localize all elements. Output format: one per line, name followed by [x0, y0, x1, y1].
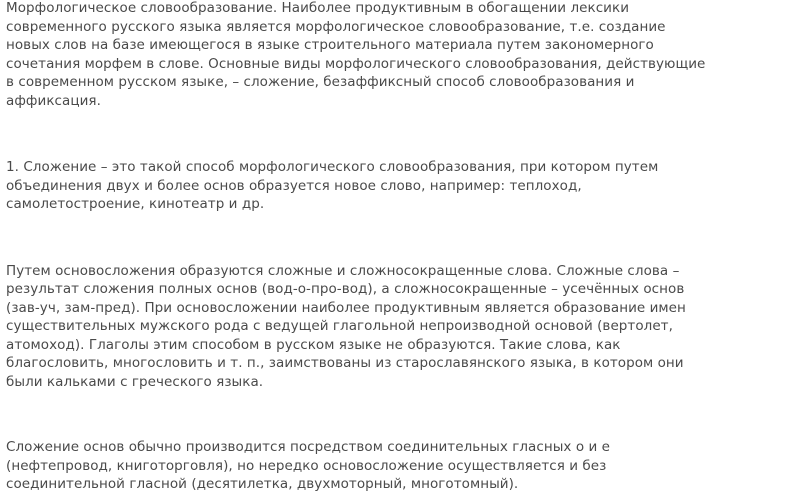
paragraph-intro: Морфологическое словообразование. Наиболее продуктивным в обогащении лексики современного русского языка является морфологическое словообразование, т.е. создание новых слов на базе имеющегося в языке строительного материала путем закономерного сочетания морфем в слове. Основные виды морфологического словообразования, действующие в современном русском языке, – сложение, безаффиксный способ словообразования и аффиксация.: [6, 0, 706, 109]
paragraph-connecting-vowels: Сложение основ обычно производится посредством соединительных гласных о и е (нефтепровод, книготорговля), но нередко основосложение осуществляется и без соединительной гласной (десятилетка, двухмоторный, многотомный).: [6, 439, 610, 492]
paragraph-compounding-definition: 1. Сложение – это такой способ морфологического словообразования, при котором путем объединения двух и более основ образуется новое слово, например: теплоход, самолетостроение, кинотеатр и др.: [6, 159, 659, 212]
document-body: [6, 0, 796, 494]
paragraph-compound-words: Путем основосложения образуются сложные и сложносокращенные слова. Сложные слова – результат сложения полных основ (вод-о-про-вод), а сложносокращенные – усечённых основ (зав-уч, зам-пред). При основосложении наиболее продуктивным является образование имен существительных мужского рода с ведущей глагольной непроизводной основой (вертолет, атомоход). Глаголы этим способом в русском языке не образуются. Такие слова, как благословить, многословить и т. п., заимствованы из старославянского языка, в котором они были кальками с греческого языка.: [6, 262, 686, 390]
